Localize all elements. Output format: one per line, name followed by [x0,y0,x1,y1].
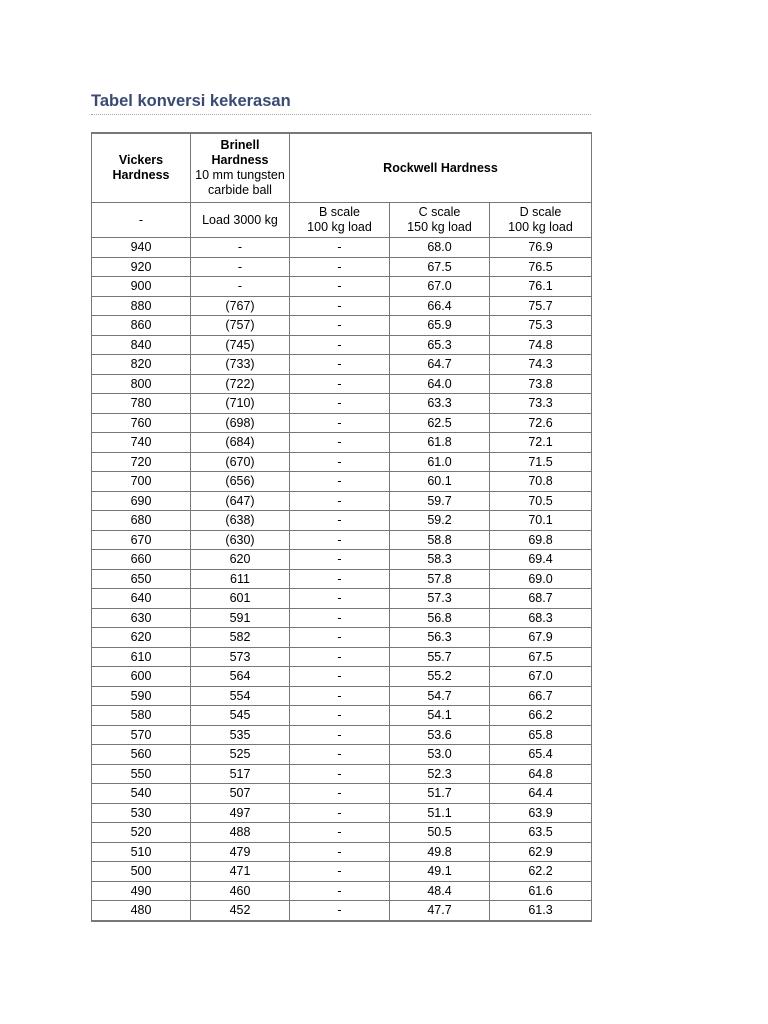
rockwell-b-cell: - [290,764,390,784]
vickers-cell: 550 [92,764,191,784]
table-row [92,589,592,609]
rockwell-c-cell: 62.5 [390,413,490,433]
brinell-cell: 564 [191,667,290,687]
vickers-cell: 760 [92,413,191,433]
table-row [92,686,592,706]
b-scale-load: 100 kg load [307,220,372,234]
rockwell-d-cell: 67.0 [490,667,592,687]
table-row [92,803,592,823]
brinell-cell: - [191,238,290,258]
table-row [92,296,592,316]
rockwell-c-cell: 65.3 [390,335,490,355]
table-row [92,725,592,745]
brinell-cell: 573 [191,647,290,667]
rockwell-b-cell: - [290,667,390,687]
rockwell-b-cell: - [290,355,390,375]
vickers-cell: 700 [92,472,191,492]
table-row [92,394,592,414]
table-row [92,745,592,765]
rockwell-c-cell: 51.1 [390,803,490,823]
rockwell-d-cell: 73.8 [490,374,592,394]
table-row [92,628,592,648]
rockwell-d-cell: 73.3 [490,394,592,414]
rockwell-c-cell: 65.9 [390,316,490,336]
brinell-cell: (745) [191,335,290,355]
rockwell-c-cell: 54.1 [390,706,490,726]
vickers-cell: 630 [92,608,191,628]
d-scale-load: 100 kg load [508,220,573,234]
rockwell-b-cell: - [290,277,390,297]
rockwell-d-cell: 76.5 [490,257,592,277]
rockwell-c-cell: 61.8 [390,433,490,453]
table-row [92,335,592,355]
table-row [92,374,592,394]
brinell-header-sub-1: 10 mm tungsten [195,168,285,182]
table-row [92,550,592,570]
d-scale-label: D scale [519,205,562,219]
table-row [92,257,592,277]
rockwell-header: Rockwell Hardness [290,133,592,203]
rockwell-c-cell: 59.2 [390,511,490,531]
title-divider [91,114,591,115]
rockwell-b-cell: - [290,257,390,277]
vickers-cell: 820 [92,355,191,375]
rockwell-c-cell: 58.8 [390,530,490,550]
brinell-cell: 582 [191,628,290,648]
brinell-cell: (710) [191,394,290,414]
brinell-cell: (698) [191,413,290,433]
rockwell-b-cell: - [290,686,390,706]
rockwell-c-cell: 66.4 [390,296,490,316]
rockwell-c-cell: 64.0 [390,374,490,394]
rockwell-b-cell: - [290,472,390,492]
vickers-cell: 480 [92,901,191,921]
brinell-cell: 591 [191,608,290,628]
rockwell-b-cell: - [290,569,390,589]
rockwell-b-cell: - [290,452,390,472]
rockwell-d-cell: 69.4 [490,550,592,570]
table-row [92,238,592,258]
rockwell-c-cell: 63.3 [390,394,490,414]
brinell-cell: (670) [191,452,290,472]
table-row [92,433,592,453]
vickers-cell: 540 [92,784,191,804]
rockwell-d-cell: 69.0 [490,569,592,589]
rockwell-c-cell: 61.0 [390,452,490,472]
rockwell-d-cell: 76.1 [490,277,592,297]
rockwell-c-cell: 57.3 [390,589,490,609]
brinell-cell: (630) [191,530,290,550]
c-scale-subheader [390,203,490,238]
table-row [92,355,592,375]
table-row [92,764,592,784]
rockwell-c-cell: 53.0 [390,745,490,765]
rockwell-d-cell: 68.7 [490,589,592,609]
table-row [92,413,592,433]
rockwell-d-cell: 63.5 [490,823,592,843]
rockwell-b-cell: - [290,608,390,628]
rockwell-d-cell: 70.5 [490,491,592,511]
brinell-cell: (656) [191,472,290,492]
brinell-header [191,133,290,203]
brinell-cell: 460 [191,881,290,901]
table-row [92,823,592,843]
rockwell-d-cell: 74.3 [490,355,592,375]
rockwell-d-cell: 64.4 [490,784,592,804]
table-row [92,316,592,336]
vickers-cell: 590 [92,686,191,706]
brinell-header-line-1: Brinell [220,138,260,152]
table-row [92,491,592,511]
rockwell-d-cell: 65.8 [490,725,592,745]
rockwell-d-cell: 75.7 [490,296,592,316]
rockwell-b-cell: - [290,628,390,648]
vickers-cell: 610 [92,647,191,667]
rockwell-d-cell: 67.5 [490,647,592,667]
rockwell-d-cell: 76.9 [490,238,592,258]
rockwell-b-cell: - [290,725,390,745]
brinell-header-line-2: Hardness [211,153,269,167]
rockwell-d-cell: 64.8 [490,764,592,784]
rockwell-b-cell: - [290,316,390,336]
b-scale-subheader [290,203,390,238]
rockwell-c-cell: 57.8 [390,569,490,589]
vickers-cell: 660 [92,550,191,570]
rockwell-b-cell: - [290,803,390,823]
vickers-cell: 840 [92,335,191,355]
rockwell-c-cell: 49.8 [390,842,490,862]
rockwell-d-cell: 61.3 [490,901,592,921]
rockwell-b-cell: - [290,842,390,862]
table-row [92,842,592,862]
rockwell-c-cell: 55.7 [390,647,490,667]
rockwell-b-cell: - [290,511,390,531]
table-row [92,862,592,882]
vickers-cell: 740 [92,433,191,453]
rockwell-d-cell: 66.7 [490,686,592,706]
vickers-cell: 680 [92,511,191,531]
brinell-cell: (722) [191,374,290,394]
table-row [92,277,592,297]
brinell-cell: 601 [191,589,290,609]
rockwell-c-cell: 50.5 [390,823,490,843]
rockwell-b-cell: - [290,413,390,433]
rockwell-c-cell: 68.0 [390,238,490,258]
brinell-cell: 620 [191,550,290,570]
rockwell-b-cell: - [290,862,390,882]
rockwell-b-cell: - [290,550,390,570]
rockwell-c-cell: 67.0 [390,277,490,297]
brinell-cell: 479 [191,842,290,862]
rockwell-b-cell: - [290,530,390,550]
vickers-cell: 800 [92,374,191,394]
rockwell-d-cell: 72.6 [490,413,592,433]
rockwell-c-cell: 48.4 [390,881,490,901]
rockwell-b-cell: - [290,335,390,355]
rockwell-c-cell: 54.7 [390,686,490,706]
rockwell-c-cell: 55.2 [390,667,490,687]
vickers-cell: 920 [92,257,191,277]
brinell-cell: 517 [191,764,290,784]
rockwell-b-cell: - [290,296,390,316]
vickers-header [92,133,191,203]
rockwell-b-cell: - [290,433,390,453]
rockwell-c-cell: 52.3 [390,764,490,784]
vickers-cell: 580 [92,706,191,726]
brinell-load-subheader: Load 3000 kg [191,203,290,238]
brinell-cell: 545 [191,706,290,726]
rockwell-d-cell: 66.2 [490,706,592,726]
rockwell-d-cell: 68.3 [490,608,592,628]
table-row [92,706,592,726]
table-row [92,881,592,901]
table-row [92,511,592,531]
brinell-cell: 471 [191,862,290,882]
vickers-cell: 570 [92,725,191,745]
table-row [92,647,592,667]
vickers-cell: 880 [92,296,191,316]
brinell-cell: 535 [191,725,290,745]
rockwell-c-cell: 56.8 [390,608,490,628]
rockwell-c-cell: 58.3 [390,550,490,570]
vickers-cell: 860 [92,316,191,336]
rockwell-d-cell: 72.1 [490,433,592,453]
page-title: Tabel konversi kekerasan [91,92,291,110]
d-scale-subheader [490,203,592,238]
brinell-cell: 452 [191,901,290,921]
vickers-cell: 530 [92,803,191,823]
brinell-header-sub-2: carbide ball [208,183,272,197]
rockwell-b-cell: - [290,238,390,258]
rockwell-c-cell: 56.3 [390,628,490,648]
vickers-cell: 500 [92,862,191,882]
rockwell-c-cell: 53.6 [390,725,490,745]
rockwell-b-cell: - [290,374,390,394]
rockwell-b-cell: - [290,784,390,804]
vickers-cell: 780 [92,394,191,414]
table-row [92,569,592,589]
rockwell-d-cell: 61.6 [490,881,592,901]
vickers-header-line-2: Hardness [112,168,170,182]
hardness-conversion-table [91,132,592,922]
brinell-cell: (638) [191,511,290,531]
c-scale-load: 150 kg load [407,220,472,234]
rockwell-d-cell: 69.8 [490,530,592,550]
table-row [92,901,592,921]
vickers-cell: 940 [92,238,191,258]
rockwell-c-cell: 51.7 [390,784,490,804]
rockwell-b-cell: - [290,823,390,843]
brinell-cell: (757) [191,316,290,336]
b-scale-label: B scale [319,205,360,219]
table-row [92,472,592,492]
table-row [92,667,592,687]
rockwell-c-cell: 59.7 [390,491,490,511]
rockwell-d-cell: 71.5 [490,452,592,472]
rockwell-b-cell: - [290,706,390,726]
brinell-cell: 497 [191,803,290,823]
table-row [92,608,592,628]
rockwell-d-cell: 74.8 [490,335,592,355]
rockwell-c-cell: 49.1 [390,862,490,882]
rockwell-b-cell: - [290,394,390,414]
brinell-cell: (767) [191,296,290,316]
vickers-cell: 600 [92,667,191,687]
brinell-cell: 488 [191,823,290,843]
rockwell-b-cell: - [290,491,390,511]
rockwell-b-cell: - [290,881,390,901]
rockwell-c-cell: 47.7 [390,901,490,921]
rockwell-b-cell: - [290,901,390,921]
vickers-cell: 650 [92,569,191,589]
table-subheader-row [92,203,592,238]
vickers-cell: 720 [92,452,191,472]
brinell-cell: 525 [191,745,290,765]
vickers-cell: 520 [92,823,191,843]
rockwell-b-cell: - [290,745,390,765]
rockwell-c-cell: 60.1 [390,472,490,492]
vickers-cell: 640 [92,589,191,609]
brinell-cell: - [191,257,290,277]
table-row [92,530,592,550]
table-header-row [92,133,592,203]
rockwell-d-cell: 67.9 [490,628,592,648]
vickers-header-line-1: Vickers [118,153,164,167]
brinell-cell: (684) [191,433,290,453]
brinell-cell: (647) [191,491,290,511]
brinell-cell: (733) [191,355,290,375]
brinell-cell: - [191,277,290,297]
rockwell-d-cell: 65.4 [490,745,592,765]
c-scale-label: C scale [418,205,461,219]
rockwell-d-cell: 62.2 [490,862,592,882]
rockwell-d-cell: 75.3 [490,316,592,336]
rockwell-b-cell: - [290,589,390,609]
rockwell-d-cell: 62.9 [490,842,592,862]
brinell-cell: 507 [191,784,290,804]
rockwell-d-cell: 63.9 [490,803,592,823]
brinell-cell: 554 [191,686,290,706]
vickers-cell: 560 [92,745,191,765]
vickers-cell: 670 [92,530,191,550]
brinell-cell: 611 [191,569,290,589]
rockwell-d-cell: 70.8 [490,472,592,492]
rockwell-c-cell: 64.7 [390,355,490,375]
table-row [92,784,592,804]
vickers-cell: 490 [92,881,191,901]
vickers-cell: 620 [92,628,191,648]
vickers-cell: 900 [92,277,191,297]
rockwell-c-cell: 67.5 [390,257,490,277]
vickers-cell: 510 [92,842,191,862]
vickers-cell: 690 [92,491,191,511]
rockwell-b-cell: - [290,647,390,667]
table-row [92,452,592,472]
vickers-subheader: - [92,203,191,238]
rockwell-d-cell: 70.1 [490,511,592,531]
